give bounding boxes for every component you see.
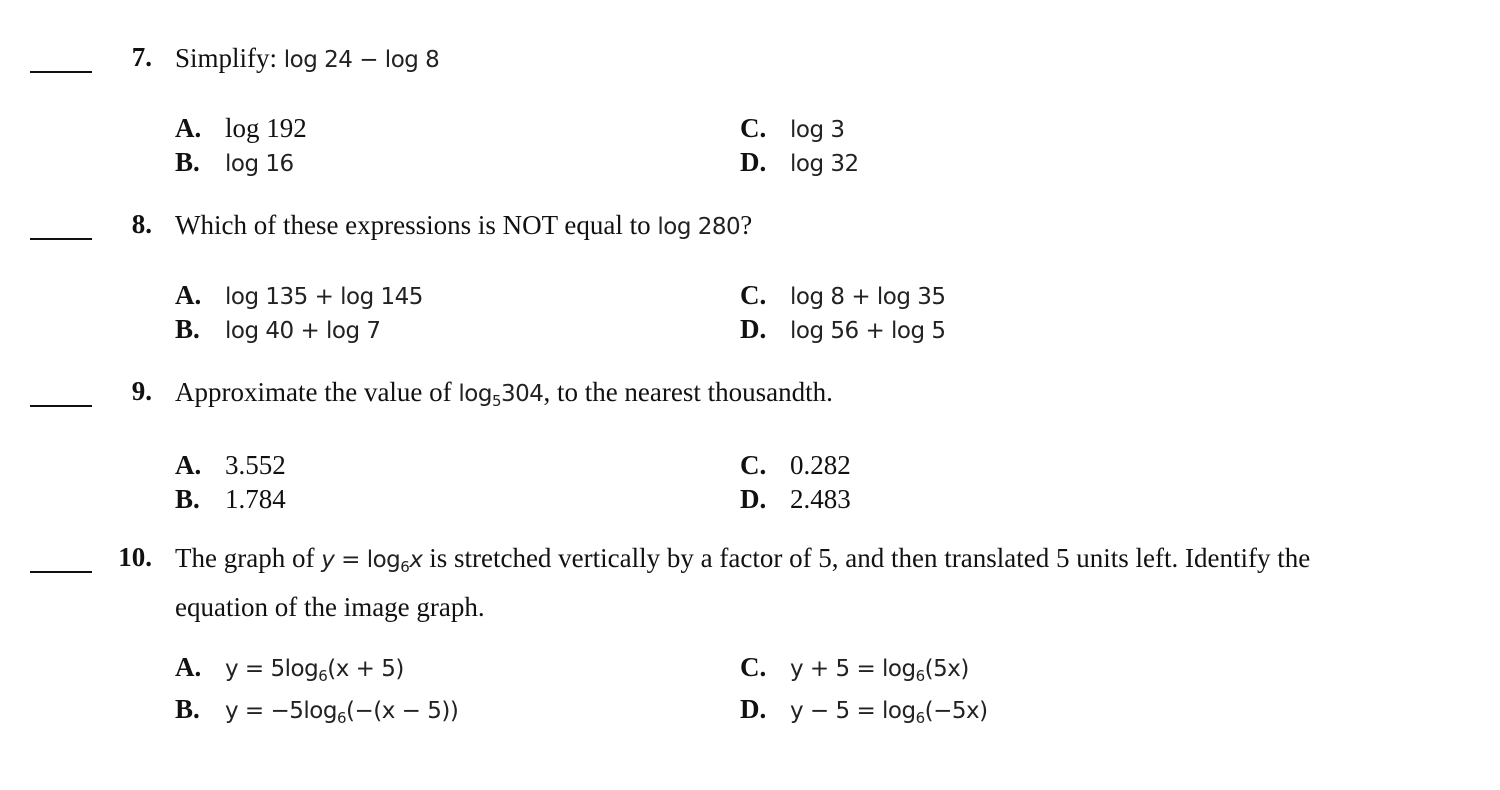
question-number-8: 8. [131, 209, 152, 239]
stem-math: log 24 − log 8 [283, 47, 440, 73]
option-10c[interactable]: C. $y + 5 = \log_6(5x)$ [740, 652, 969, 685]
question-stem-9: Approximate the value of $\log_5304$, to the nearest thousandth. [175, 377, 833, 410]
question-number-7: 7. [131, 42, 152, 72]
option-9c[interactable]: C. 0.282 [740, 450, 851, 480]
option-8d[interactable]: D. log 56 + log 5 [740, 314, 946, 344]
option-7c[interactable]: C. log 3 [740, 113, 845, 143]
option-9b[interactable]: B. 1.784 [175, 484, 286, 514]
option-10b[interactable]: B. $y = -5\log_6(-(x - 5))$ [175, 694, 459, 727]
option-8a[interactable]: A. log 135 + log 145 [175, 280, 423, 310]
question-number-9: 9. [131, 376, 152, 406]
option-8c[interactable]: C. log 8 + log 35 [740, 280, 946, 310]
question-stem-10: The graph of $y = \log_6x$ is stretched vertically by a factor of 5, and then translated 5 units left. Identify the equation of the image graph. [175, 543, 1311, 622]
answer-blank-9[interactable] [30, 405, 92, 407]
option-7b[interactable]: B. log 16 [175, 147, 294, 177]
answer-blank-8[interactable] [30, 238, 92, 240]
question-stem-8: Which of these expressions is NOT equal to log 280? [175, 210, 753, 240]
question-number-10: 10. [118, 542, 152, 572]
answer-blank-7[interactable] [30, 71, 92, 73]
question-stem-7 [175, 38, 439, 80]
answer-blank-10[interactable] [30, 571, 92, 573]
option-10d[interactable]: D. $y - 5 = \log_6(-5x)$ [740, 694, 988, 727]
option-10a[interactable]: A. $y = 5\log_6(x + 5)$ [175, 652, 404, 685]
option-8b[interactable]: B. log 40 + log 7 [175, 314, 381, 344]
option-9a[interactable]: A. 3.552 [175, 450, 286, 480]
option-9d[interactable]: D. 2.483 [740, 484, 851, 514]
option-7a[interactable]: A. log 192 [175, 113, 307, 143]
stem-text: Simplify: [175, 43, 284, 73]
option-7d[interactable]: D. log 32 [740, 147, 859, 177]
